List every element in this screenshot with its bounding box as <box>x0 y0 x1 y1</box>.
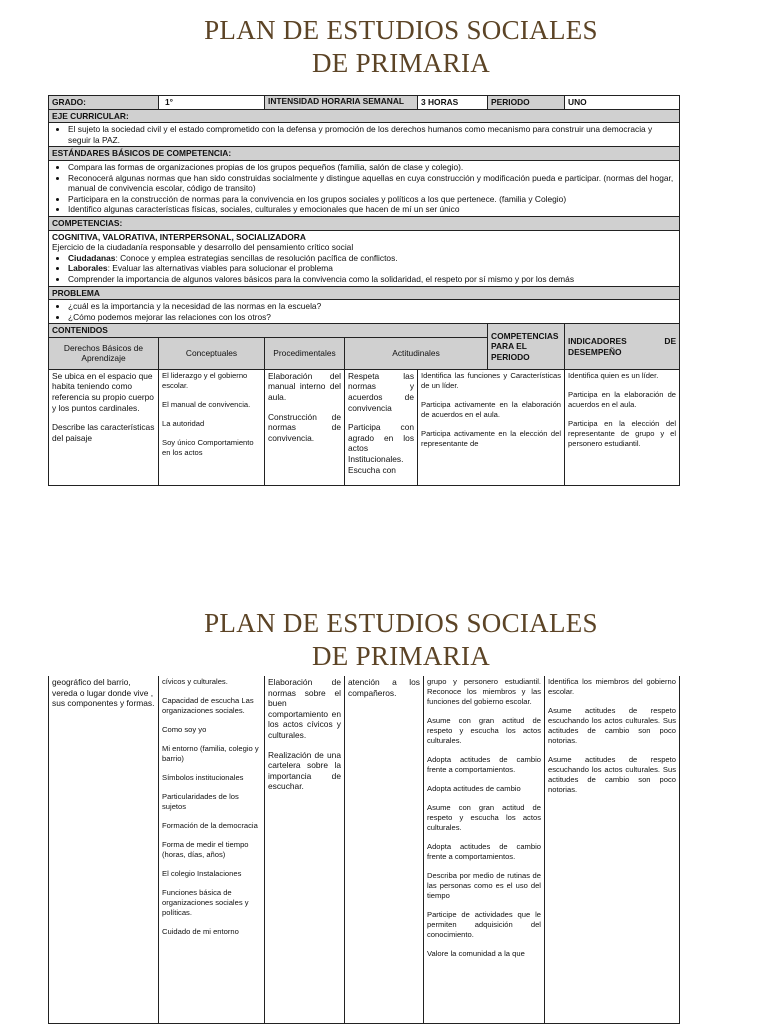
page-title <box>0 14 768 80</box>
competencia-item: • Laborales: Evaluar las alternativas viables para solucionar el problema <box>68 263 676 274</box>
problema-item: • ¿Cómo podemos mejorar las relaciones con los otros? <box>68 312 676 323</box>
plan-table-page-2 <box>48 676 680 1024</box>
estandares-list <box>49 160 680 216</box>
page-title-2-line-2: DE PRIMARIA <box>311 641 491 671</box>
estandar-item: • Compara las formas de organizaciones propias de los grupos pequeños (familia, salón de clase y colegio). <box>68 162 676 173</box>
periodo-label: PERIODO <box>488 96 565 110</box>
grado-label: GRADO: <box>49 96 159 110</box>
competencia-item: • Ciudadanas: Conoce y emplea estrategias sencillas de resolución pacífica de conflictos. <box>68 253 676 264</box>
plan-table-page-1 <box>48 95 680 486</box>
row1-procedimentales: Elaboración del manual interno del aula. Construcción de normas de convivencia. <box>265 369 345 485</box>
estandar-item: • Reconocerá algunas normas que han sido construidas socialmente y distingue aquellas en cuya construcción y modificación pueda e participar. (normas del hogar, manual de convivencia escolar, código de transito) <box>68 173 676 194</box>
col-conceptuales: Conceptuales <box>159 337 265 369</box>
contenidos-label: CONTENIDOS <box>49 324 488 338</box>
row1-conceptuales: El liderazgo y el gobierno escolar. El manual de convivencia. La autoridad Soy único Comportamiento en los actos <box>159 369 265 485</box>
estandar-item: • Participara en la construcción de normas para la convivencia en los grupos sociales y políticos a los que pertenece. (familia y Colegio) <box>68 194 676 205</box>
competencias-intro: Ejercicio de la ciudadanía responsable y desarrollo del pensamiento crítico social <box>52 242 354 253</box>
problema-item: • ¿cuál es la importancia y la necesidad de las normas en la escuela? <box>68 301 676 312</box>
competencias-heading: COGNITIVA, VALORATIVA, INTERPERSONAL, SOCIALIZADORA <box>52 231 306 242</box>
col-procedimentales: Procedimentales <box>265 337 345 369</box>
row1-dba: Se ubica en el espacio que habita teniendo como referencia su propio cuerpo y los puntos cardinales. Describe las características del paisaje <box>49 369 159 485</box>
row2-competencias: grupo y personero estudiantil. Reconoce los miembros y las funciones del gobierno escolar. Asume con gran actitud de respeto y escucha los actos culturales. Adopta actitudes de cambio frente a comportamientos. Adopta actitudes de cambio Asume con gran actitud de respeto y escucha los actos culturales. Adopta actitudes de cambio frente a comportamientos. Describa por medio de rutinas de las personas como es el uso del tiempo Participe de actividades que le permiten adquisición del conocimiento. Valore la comunidad a la que <box>424 676 545 1023</box>
estandar-item: • Identifico algunas características físicas, sociales, culturales y emocionales que hacen de mí un ser único <box>68 204 676 215</box>
page-title-2-line-1: PLAN DE ESTUDIOS SOCIALES <box>204 608 598 638</box>
intensidad-label: INTENSIDAD HORARIA SEMANAL <box>265 96 418 110</box>
competencia-item: • Comprender la importancia de algunos valores básicos para la convivencia como la solidaridad, el respeto por sí mismo y por los demás <box>68 274 676 285</box>
row2-procedimentales: Elaboración de normas sobre el buen comportamiento en los actos cívicos y culturales. Realización de una cartelera sobre la importancia de escuchar. <box>265 676 345 1023</box>
row2-actitudinales: atención a los compañeros. <box>345 676 424 1023</box>
col-dba: Derechos Básicos de Aprendizaje <box>49 337 159 369</box>
row1-actitudinales: Respeta las normas y acuerdos de convivencia Participa con agrado en los actos Institucionales. Escucha con <box>345 369 418 485</box>
page-title-line-1: PLAN DE ESTUDIOS SOCIALES <box>204 15 598 45</box>
row1-indicadores: Identifica quien es un líder. Participa en la elaboración de acuerdos en el aula. Participa en la elección del representante de grupo y el personero estudiantil. <box>565 369 680 485</box>
eje-text <box>49 123 680 147</box>
competencias-body <box>49 230 680 286</box>
header-row <box>49 96 680 110</box>
row2-dba: geográfico del barrio, vereda o lugar donde vive , sus componentes y formas. <box>49 676 159 1023</box>
competencias-label: COMPETENCIAS: <box>49 216 680 230</box>
estandares-label: ESTÁNDARES BÁSICOS DE COMPETENCIA: <box>49 147 680 161</box>
grado-value: 1° <box>159 96 265 110</box>
col-actitudinales: Actitudinales <box>345 337 488 369</box>
periodo-value: UNO <box>565 96 680 110</box>
row2-conceptuales: cívicos y culturales. Capacidad de escucha Las organizaciones sociales. Como soy yo Mi entorno (familia, colegio y barrio) Símbolos institucionales Particularidades de los sujetos Formación de la democracia Forma de medir el tiempo (horas, días, años) El colegio Instalaciones Funciones básica de organizaciones sociales y políticas. Cuidado de mi entorno <box>159 676 265 1023</box>
intensidad-value: 3 HORAS <box>418 96 488 110</box>
row1-competencias: Identifica las funciones y Características de un líder. Participa activamente en la elaboración de acuerdos en el aula. Participa activamente en la elección del representante de <box>418 369 565 485</box>
problema-label: PROBLEMA <box>49 286 680 300</box>
row2-indicadores: Identifica los miembros del gobierno escolar. Asume actitudes de respeto escuchando los actos culturales. Sus actitudes de cambio son poco notorias. Asume actitudes de respeto escuchando los actos culturales. Sus actitudes de cambio son poco notorias. <box>545 676 680 1023</box>
problema-list <box>49 300 680 324</box>
col-indicadores: INDICADORES DE DESEMPEÑO <box>565 324 680 370</box>
col-competencias: COMPETENCIAS PARA EL PERIODO <box>488 324 565 370</box>
eje-label: EJE CURRICULAR: <box>49 109 680 123</box>
eje-item: • El sujeto la sociedad civil y el estado comprometido con la defensa y promoción de los derechos humanos como mecanismo para construir una democracia y seguir la PAZ. <box>68 124 676 145</box>
page-title-2 <box>0 607 768 673</box>
page-title-line-2: DE PRIMARIA <box>311 48 491 78</box>
